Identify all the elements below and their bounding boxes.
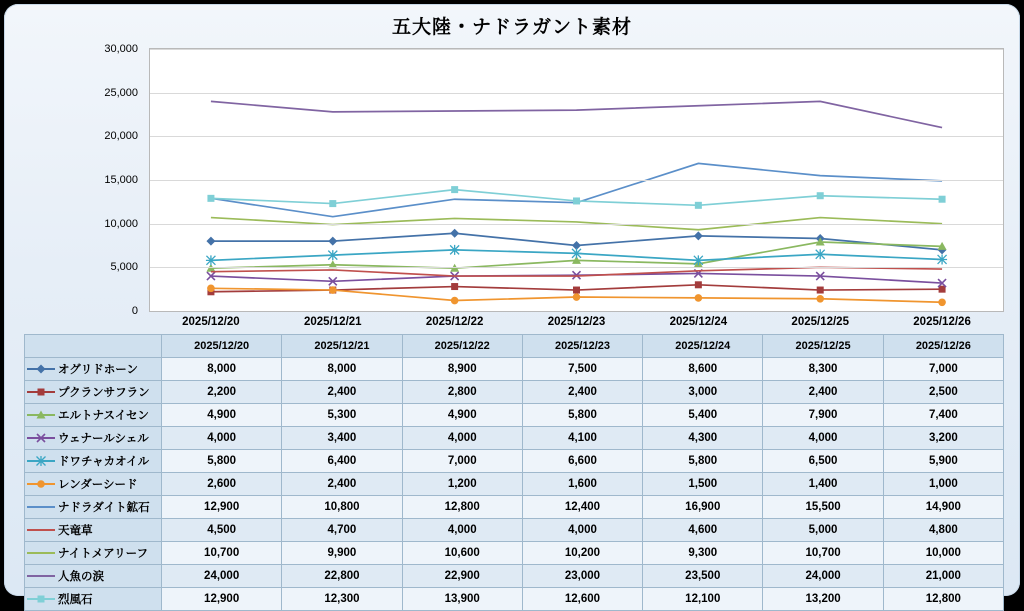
table-row — [25, 358, 1004, 381]
x-axis-tick-label: 2025/12/22 — [425, 316, 484, 328]
table-row — [25, 519, 1004, 542]
legend-label: レンダーシード — [58, 479, 138, 491]
table-head — [25, 335, 1004, 358]
table-cell: 7,000 — [883, 358, 1003, 381]
legend-label: オグリドホーン — [58, 364, 139, 376]
grid-line — [150, 224, 1003, 225]
data-table-wrapper — [24, 334, 1004, 611]
y-axis-tick-label: 5,000 — [110, 261, 138, 274]
table-cell: 2,400 — [282, 473, 402, 496]
table-cell: 6,400 — [282, 450, 402, 473]
legend-row-header — [25, 473, 162, 496]
legend-label: 人魚の涙 — [58, 571, 104, 583]
table-column-header: 2025/12/20 — [162, 335, 282, 358]
legend-row-header — [25, 450, 162, 473]
legend-marker-icon — [27, 547, 55, 559]
table-cell: 8,600 — [643, 358, 763, 381]
y-axis-tick-label: 30,000 — [104, 43, 138, 55]
table-cell: 24,000 — [162, 565, 282, 588]
legend-label: エルトナスイセン — [58, 410, 149, 422]
table-cell: 4,000 — [162, 427, 282, 450]
table-cell: 2,600 — [162, 473, 282, 496]
legend-label: ナイトメアリーフ — [58, 548, 149, 560]
table-cell: 5,300 — [282, 404, 402, 427]
x-axis-tick-label: 2025/12/23 — [547, 316, 606, 328]
table-cell: 9,300 — [643, 542, 763, 565]
legend-label: ナドラダイト鉱石 — [58, 502, 150, 514]
table-cell: 9,900 — [282, 542, 402, 565]
table-cell: 4,300 — [643, 427, 763, 450]
table-cell: 23,000 — [522, 565, 642, 588]
x-axis-tick-label: 2025/12/20 — [182, 316, 240, 328]
legend-marker-icon — [27, 570, 55, 582]
legend-row-header — [25, 519, 162, 542]
table-cell: 5,400 — [643, 404, 763, 427]
table-cell: 4,900 — [162, 404, 282, 427]
series-3 — [207, 269, 946, 287]
x-axis-tick-label: 2025/12/26 — [913, 316, 971, 328]
table-cell: 15,500 — [763, 496, 883, 519]
table-cell: 12,800 — [883, 588, 1003, 611]
table-cell: 5,900 — [883, 450, 1003, 473]
table-row — [25, 473, 1004, 496]
grid-line — [150, 267, 1003, 268]
table-cell: 8,300 — [763, 358, 883, 381]
legend-label: 天竜草 — [58, 525, 93, 537]
table-cell: 3,000 — [643, 381, 763, 404]
table-cell: 7,900 — [763, 404, 883, 427]
table-column-header: 2025/12/26 — [883, 335, 1003, 358]
table-cell: 12,900 — [162, 588, 282, 611]
table-cell: 7,500 — [522, 358, 642, 381]
legend-row-header — [25, 565, 162, 588]
plot-area — [149, 48, 1004, 312]
table-cell: 5,800 — [522, 404, 642, 427]
table-cell: 13,200 — [763, 588, 883, 611]
table-cell: 4,800 — [883, 519, 1003, 542]
table-cell: 12,300 — [282, 588, 402, 611]
table-row — [25, 450, 1004, 473]
table-cell: 7,000 — [402, 450, 522, 473]
table-cell: 2,500 — [883, 381, 1003, 404]
table-cell: 6,600 — [522, 450, 642, 473]
table-row — [25, 496, 1004, 519]
page-title: 五大陸・ナドラガント素材 — [391, 17, 632, 38]
table-cell: 2,800 — [402, 381, 522, 404]
table-cell: 12,900 — [162, 496, 282, 519]
y-axis-tick-label: 15,000 — [104, 174, 138, 186]
table-cell: 10,800 — [282, 496, 402, 519]
table-cell: 4,600 — [643, 519, 763, 542]
table-cell: 2,400 — [282, 381, 402, 404]
table-cell: 4,000 — [402, 519, 522, 542]
table-cell: 1,200 — [402, 473, 522, 496]
table-column-header: 2025/12/21 — [282, 335, 402, 358]
legend-row-header — [25, 358, 162, 381]
table-row — [25, 427, 1004, 450]
table-cell: 1,400 — [763, 473, 883, 496]
grid-line — [150, 136, 1003, 137]
table-cell: 5,800 — [162, 450, 282, 473]
grid-line — [150, 49, 1003, 50]
legend-marker-icon — [27, 455, 55, 467]
legend-marker-icon — [27, 501, 55, 513]
table-row — [25, 381, 1004, 404]
series-10 — [207, 186, 945, 209]
table-cell: 10,000 — [883, 542, 1003, 565]
legend-label: ドワチャカオイル — [58, 456, 150, 468]
table-cell: 3,200 — [883, 427, 1003, 450]
table-cell: 2,200 — [162, 381, 282, 404]
legend-marker-icon — [27, 409, 55, 421]
table-cell: 22,800 — [282, 565, 402, 588]
legend-marker-icon — [27, 363, 55, 375]
table-cell: 5,800 — [643, 450, 763, 473]
table-cell: 1,600 — [522, 473, 642, 496]
legend-label: ウェナールシェル — [58, 433, 149, 445]
legend-row-header — [25, 588, 162, 611]
table-corner-cell — [25, 335, 162, 358]
table-cell: 8,900 — [402, 358, 522, 381]
table-cell: 12,400 — [522, 496, 642, 519]
legend-row-header — [25, 404, 162, 427]
y-axis-tick-label: 25,000 — [104, 86, 138, 99]
table-cell: 5,000 — [763, 519, 883, 542]
legend-label: 烈風石 — [58, 594, 93, 606]
table-cell: 13,900 — [402, 588, 522, 611]
series-9 — [211, 101, 942, 127]
x-axis-tick-label: 2025/12/21 — [304, 316, 362, 328]
table-cell: 14,900 — [883, 496, 1003, 519]
table-cell: 12,100 — [643, 588, 763, 611]
table-cell: 12,600 — [522, 588, 642, 611]
table-cell: 4,900 — [402, 404, 522, 427]
series-6 — [211, 163, 942, 216]
table-cell: 4,000 — [763, 427, 883, 450]
table-column-header: 2025/12/25 — [763, 335, 883, 358]
table-cell: 8,000 — [282, 358, 402, 381]
legend-row-header — [25, 381, 162, 404]
grid-line — [150, 93, 1003, 94]
y-axis-tick-label: 20,000 — [104, 130, 138, 143]
table-cell: 4,000 — [402, 427, 522, 450]
table-cell: 10,600 — [402, 542, 522, 565]
table-cell: 2,400 — [763, 381, 883, 404]
series-1 — [207, 281, 945, 295]
legend-row-header — [25, 427, 162, 450]
table-row — [25, 565, 1004, 588]
legend-marker-icon — [27, 432, 55, 444]
table-column-header: 2025/12/22 — [402, 335, 522, 358]
legend-marker-icon — [27, 386, 55, 398]
table-cell: 24,000 — [763, 565, 883, 588]
table-row — [25, 588, 1004, 611]
table-cell: 2,400 — [522, 381, 642, 404]
table-column-header: 2025/12/24 — [643, 335, 763, 358]
table-cell: 10,700 — [763, 542, 883, 565]
table-body — [25, 358, 1004, 611]
chart-window — [4, 4, 1020, 606]
legend-marker-icon — [27, 593, 55, 605]
y-axis-tick-label: 0 — [131, 305, 138, 317]
legend-row-header — [25, 496, 162, 519]
table-cell: 4,000 — [522, 519, 642, 542]
table-cell: 4,500 — [162, 519, 282, 542]
table-cell: 8,000 — [162, 358, 282, 381]
table-row — [25, 542, 1004, 565]
table-cell: 10,200 — [522, 542, 642, 565]
table-cell: 10,700 — [162, 542, 282, 565]
table-cell: 3,400 — [282, 427, 402, 450]
table-column-header: 2025/12/23 — [522, 335, 642, 358]
legend-row-header — [25, 542, 162, 565]
data-table — [24, 334, 1004, 611]
y-axis-tick-label: 10,000 — [104, 217, 138, 230]
table-cell: 7,400 — [883, 404, 1003, 427]
table-row — [25, 404, 1004, 427]
table-cell: 21,000 — [883, 565, 1003, 588]
table-cell: 16,900 — [643, 496, 763, 519]
table-cell: 12,800 — [402, 496, 522, 519]
x-axis-tick-label: 2025/12/24 — [669, 316, 728, 328]
legend-marker-icon — [27, 478, 55, 490]
table-cell: 1,000 — [883, 473, 1003, 496]
x-axis-tick-label: 2025/12/25 — [791, 316, 849, 328]
table-cell: 1,500 — [643, 473, 763, 496]
legend-label: プクランサフラン — [58, 387, 150, 399]
table-cell: 4,100 — [522, 427, 642, 450]
table-cell: 4,700 — [282, 519, 402, 542]
legend-marker-icon — [27, 524, 55, 536]
table-cell: 22,900 — [402, 565, 522, 588]
table-header-row — [25, 335, 1004, 358]
table-cell: 6,500 — [763, 450, 883, 473]
table-cell: 23,500 — [643, 565, 763, 588]
grid-line — [150, 180, 1003, 181]
